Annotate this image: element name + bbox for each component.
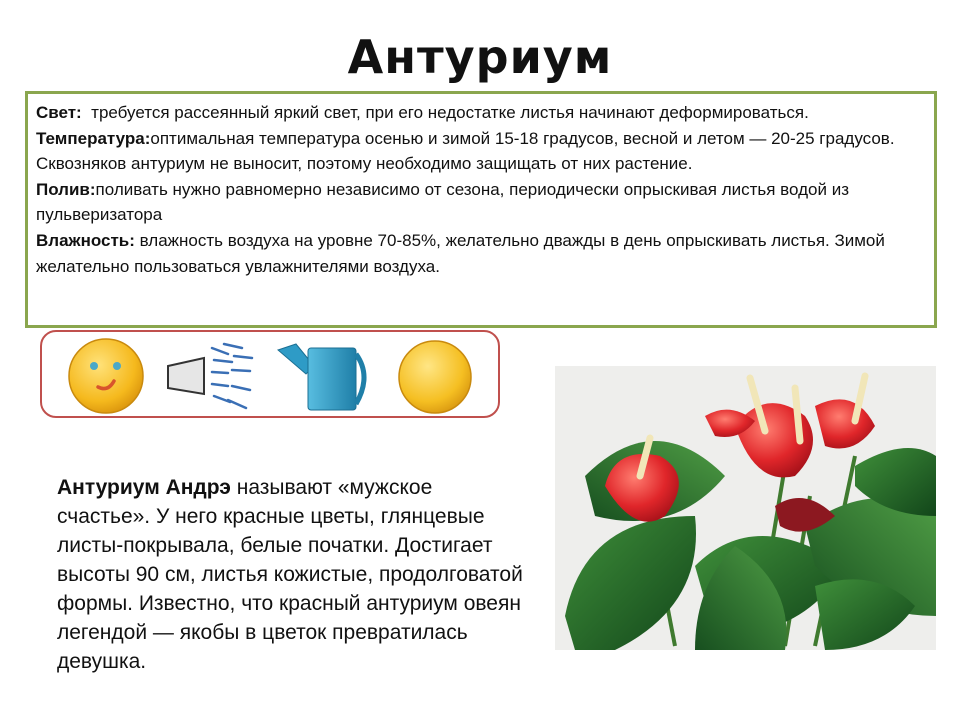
care-light <box>36 100 926 126</box>
description-text: называют «мужское счастье». У него красные цветы, глянцевые листы-покрывала, белые початки. Достигает высоты 90 см, листья кожистые, продолговатой формы. Известно, что красный антуриум овеян легендой — якобы в цветок превратилась девушка. <box>57 476 529 673</box>
care-humidity-text: влажность воздуха на уровне 70-85%, желательно дважды в день опрыскивать листья. Зимой желательно пользоваться увлажнителями воздуха. <box>36 230 890 276</box>
anthurium-plant-photo <box>555 366 936 650</box>
care-temperature <box>36 126 926 177</box>
anthurium-description <box>57 473 527 676</box>
care-temperature-label: Температура: <box>36 128 151 148</box>
care-watering <box>36 177 926 228</box>
spray-mist-icon <box>162 342 262 414</box>
description-title: Антуриум Андрэ <box>57 476 231 499</box>
watering-can-icon <box>274 340 374 414</box>
care-icons-panel <box>40 330 500 418</box>
smiley-sun-icon <box>66 336 146 416</box>
care-light-text: требуется рассеянный яркий свет, при его недостатке листья начинают деформироваться. <box>81 103 809 122</box>
care-watering-label: Полив: <box>36 179 96 199</box>
care-temperature-text: оптимальная температура осенью и зимой 15-18 градусов, весной и летом — 20-25 градусов. Сквозняков антуриум не выносит, поэтому необходимо защищать от них растение. <box>36 128 895 174</box>
care-humidity <box>36 228 926 279</box>
page-title: Антуриум <box>347 30 613 84</box>
care-watering-text: поливать нужно равномерно независимо от сезона, периодически опрыскивая листья водой из пульверизатора <box>36 179 849 225</box>
care-info-box <box>25 91 937 328</box>
sun-disc-icon <box>396 338 474 416</box>
care-light-label: Свет: <box>36 103 82 122</box>
care-humidity-label: Влажность: <box>36 230 135 250</box>
